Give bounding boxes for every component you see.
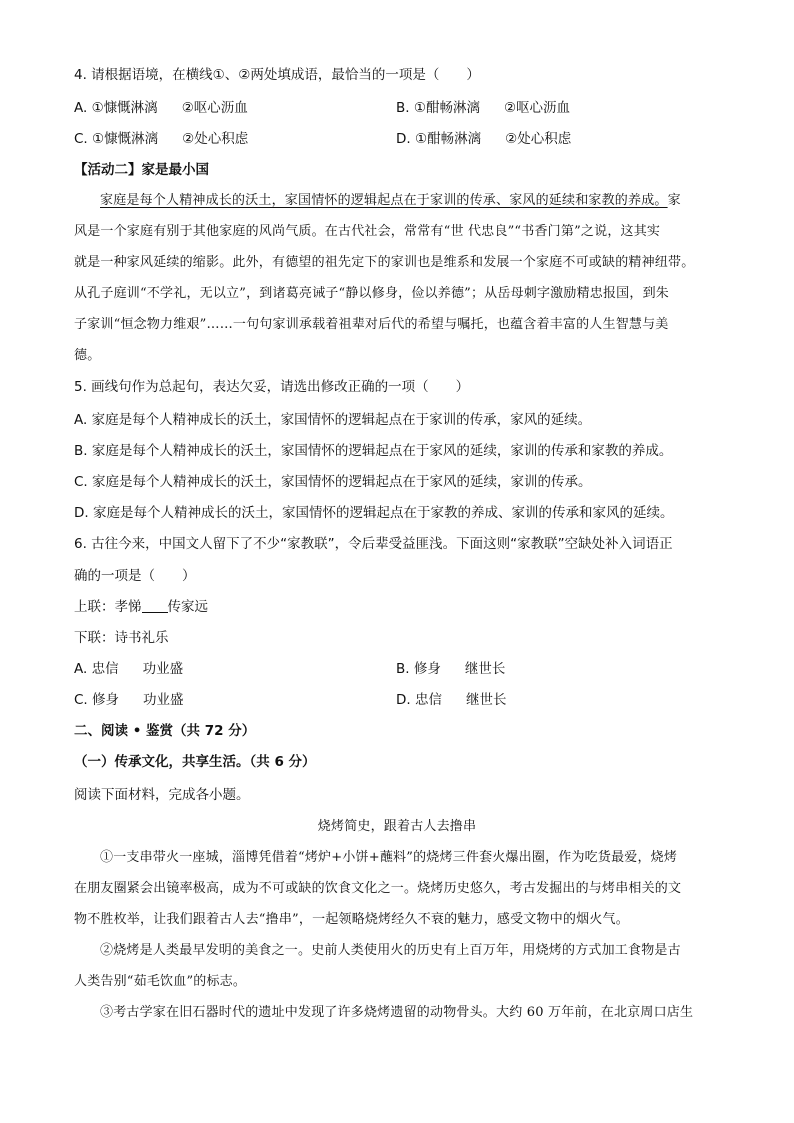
option-a: A. ①慷慨淋漓 ②呕心沥血: [74, 100, 248, 116]
question-6-stem-1: 6. 古往今来，中国文人留下了不少“家教联”，令后辈受益匪浅。下面这则“家教联”空缺处补入词语正: [74, 536, 673, 552]
article-p2-line-1: ②烧烤是人类最早发明的美食之一。史前人类使用火的历史有上百万年，用烧烤的方式加工食物是古: [100, 943, 681, 958]
q6-option-c: C. 修身 功业盛: [74, 692, 184, 708]
lower-couplet: 下联：诗书礼乐: [74, 630, 169, 646]
instruction: 阅读下面材料，完成各小题。: [74, 787, 250, 803]
article-title: 烧烤简史，跟着古人去撸串: [317, 819, 477, 834]
q5-option-b: B. 家庭是每个人精神成长的沃土，家国情怀的逻辑起点在于家风的延续，家训的传承和家教的养成。: [74, 443, 673, 459]
option-c: C. ①慷慨淋漓 ②处心积虑: [74, 131, 249, 147]
underlined-sentence: 家庭是每个人精神成长的沃土，家国情怀的逻辑起点在于家训的传承、家风的延续和家教的养成。: [100, 193, 668, 208]
q6-option-a: A. 忠信 功业盛: [74, 661, 184, 677]
section-2-title: 二、阅读 • 鉴赏（共 72 分）: [74, 723, 256, 739]
q5-option-d: D. 家庭是每个人精神成长的沃土，家国情怀的逻辑起点在于家教的养成、家训的传承和家风的延续。: [74, 505, 674, 521]
subsection-1-title: （一）传承文化，共享生活。（共 6 分）: [74, 754, 316, 770]
upper-couplet: 上联：孝悌 传家远: [74, 599, 208, 615]
article-p2-line-2: 人类告别“茹毛饮血”的标志。: [74, 974, 247, 989]
q5-option-a: A. 家庭是每个人精神成长的沃土，家国情怀的逻辑起点在于家训的传承，家风的延续。: [74, 412, 592, 428]
question-4-stem: 4. 请根据语境，在横线①、②两处填成语，最恰当的一项是（ ）: [74, 67, 480, 83]
passage-line-3: 就是一种家风延续的缩影。此外，有德望的祖先定下的家训也是维系和发展一个家庭不可或缺的精神纽带。: [74, 255, 695, 270]
q5-option-c: C. 家庭是每个人精神成长的沃土，家国情怀的逻辑起点在于家风的延续，家训的传承。: [74, 474, 592, 490]
q6-option-d: D. 忠信 继世长: [396, 692, 507, 708]
option-b: B. ①酣畅淋漓 ②呕心沥血: [396, 100, 571, 116]
article-p3-line-1: ③考古学家在旧石器时代的遗址中发现了许多烧烤遗留的动物骨头。大约 60 万年前，在北京周口店生: [100, 1005, 694, 1020]
passage-line-5: 子家训“恒念物力维艰”……一句句家训承载着祖辈对后代的希望与嘱托，也蕴含着丰富的人生智慧与美: [74, 317, 669, 332]
question-6-stem-2: 确的一项是（ ）: [74, 568, 196, 584]
passage-line-4: 从孔子庭训“不学礼，无以立”，到诸葛亮诫子“静以修身，俭以养德”；从岳母刺字激励精忠报国，到朱: [74, 286, 669, 301]
passage-line-1: 家庭是每个人精神成长的沃土，家国情怀的逻辑起点在于家训的传承、家风的延续和家教的养成。家: [100, 193, 681, 208]
fill-blank: [142, 598, 168, 613]
option-d: D. ①酣畅淋漓 ②处心积虑: [396, 131, 572, 147]
article-p1-line-3: 物不胜枚举，让我们跟着古人去“撸串”，一起领略烧烤经久不衰的魅力，感受文物中的烟火气。: [74, 912, 629, 927]
q6-option-b: B. 修身 继世长: [396, 661, 506, 677]
passage-line-6: 德。: [74, 348, 101, 363]
activity-2-title: 【活动二】家是最小国: [74, 162, 209, 178]
passage-line-2: 风是一个家庭有别于其他家庭的风尚气质。在古代社会，常常有“世 代忠良”“书香门第”之说，这其实: [74, 224, 661, 239]
question-5-stem: 5. 画线句作为总起句，表达欠妥，请选出修改正确的一项（ ）: [74, 379, 470, 395]
article-p1-line-1: ①一支串带火一座城，淄博凭借着“烤炉+小饼+蘸料”的烧烤三件套火爆出圈，作为吃货最爱，烧烤: [100, 850, 678, 865]
article-p1-line-2: 在朋友圈紧会出镜率极高，成为不可或缺的饮食文化之一。烧烤历史悠久，考古发掘出的与烤串相关的文: [74, 881, 682, 896]
